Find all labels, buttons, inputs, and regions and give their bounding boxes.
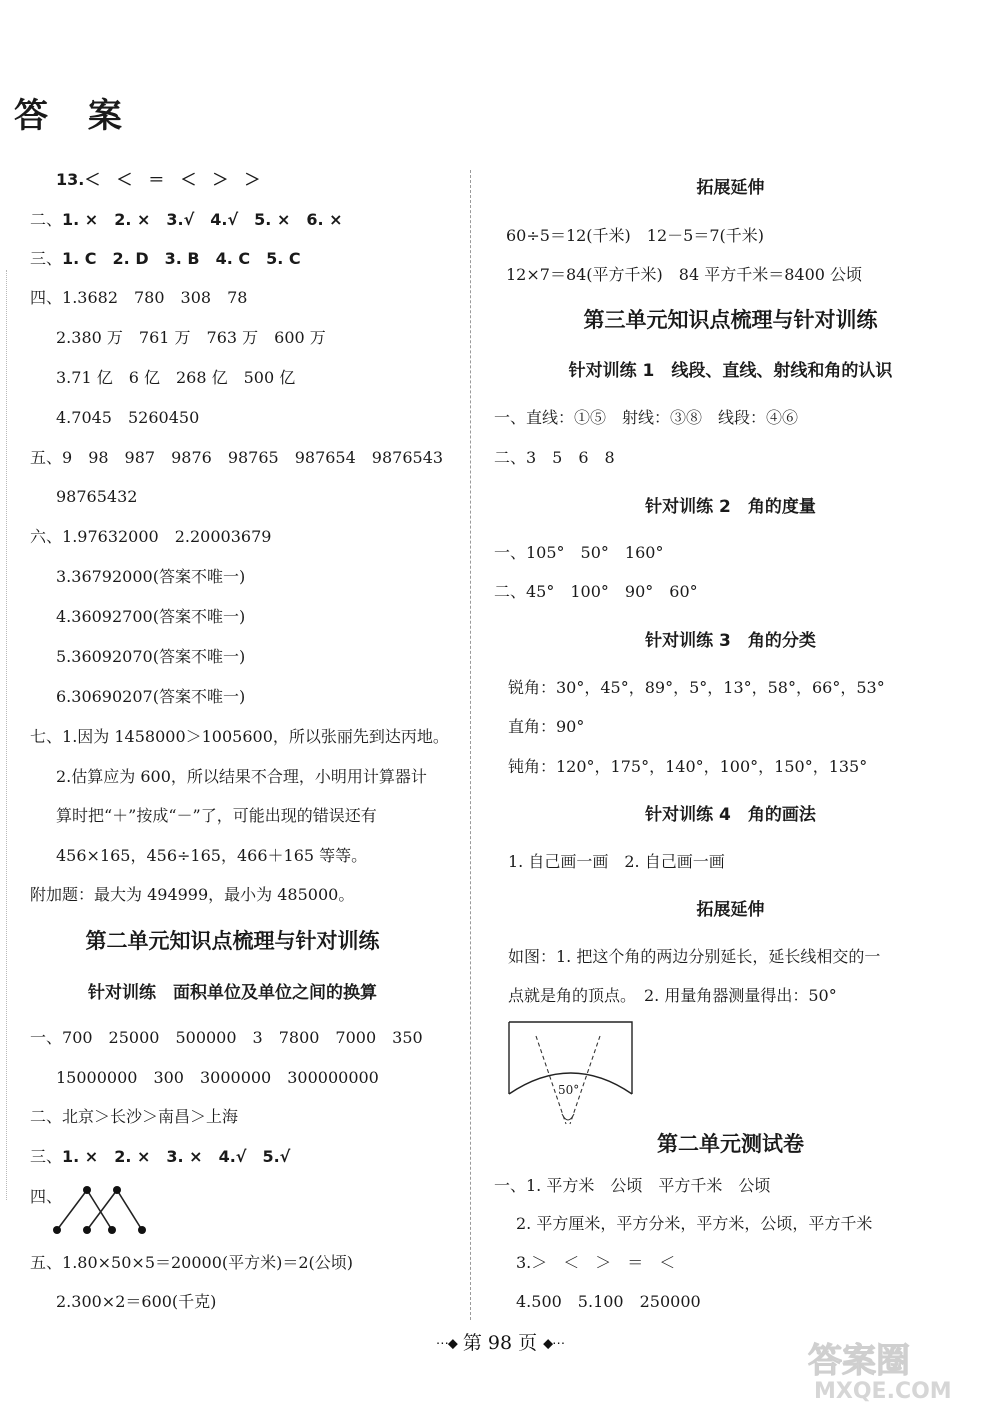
section-heading: 第三单元知识点梳理与针对训练: [583, 308, 878, 332]
answer-line: 一、1. 平方米 公顷 平方千米 公顷: [494, 1176, 771, 1195]
subsection-heading: 针对训练 4 角的画法: [645, 805, 816, 825]
subsection-heading: 针对训练 1 线段、直线、射线和角的认识: [568, 361, 893, 381]
answer-line: 4.500 5.100 250000: [516, 1292, 701, 1311]
watermark-text: 答案圈: [808, 1341, 910, 1381]
extended-angle-figure: [506, 1018, 636, 1142]
matching-lines-diagram: [42, 1184, 172, 1244]
subsection-heading: 针对训练 2 角的度量: [645, 497, 816, 517]
answer-line: 三、1. C 2. D 3. B 4. C 5. C: [30, 249, 301, 268]
answer-line: 五、1.80×50×5＝20000(平方米)＝2(公顷): [30, 1253, 354, 1272]
answer-line: 四、1.3682 780 308 78: [30, 288, 248, 307]
answer-line: 6.30690207(答案不唯一): [56, 687, 246, 706]
answer-line: 二、3 5 6 8: [494, 448, 615, 467]
subsection-heading: 针对训练 3 角的分类: [645, 631, 816, 651]
answer-line: 钝角：120°，175°，140°，100°，150°，135°: [508, 757, 868, 776]
answer-line: 七、1.因为 1458000＞1005600，所以张丽先到达丙地。: [30, 727, 449, 746]
answer-line: 3.＞ ＜ ＞ ＝ ＜: [516, 1253, 676, 1272]
answer-line: 3.36792000(答案不唯一): [56, 567, 246, 586]
subsection-heading: 针对训练 面积单位及单位之间的换算: [88, 983, 377, 1003]
answer-line: 二、1. × 2. × 3.√ 4.√ 5. × 6. ×: [30, 210, 343, 229]
subsection-heading: 拓展延伸: [696, 900, 765, 920]
watermark-logo: [800, 1334, 990, 1404]
binding-edge: [6, 270, 7, 1200]
answer-line: 98765432: [56, 487, 138, 506]
answer-line: 六、1.97632000 2.20003679: [30, 527, 272, 546]
answer-line: 锐角：30°，45°，89°，5°，13°，58°，66°，53°: [508, 678, 885, 697]
answer-line: 二、45° 100° 90° 60°: [494, 582, 698, 601]
answer-line: 一、105° 50° 160°: [494, 543, 664, 562]
answer-line: 15000000 300 3000000 300000000: [56, 1068, 379, 1087]
page-number: 第 98 页: [462, 1332, 538, 1354]
answer-line: 2.300×2＝600(千克): [56, 1292, 217, 1311]
answer-line: 1. 自己画一画 2. 自己画一画: [508, 852, 725, 871]
answer-line: 3.71 亿 6 亿 268 亿 500 亿: [56, 368, 296, 387]
answer-line: 13.＜ ＜ ＝ ＜ ＞ ＞: [56, 170, 261, 189]
answer-line: 五、9 98 987 9876 98765 987654 9876543: [30, 448, 444, 467]
answer-line: 附加题：最大为 494999，最小为 485000。: [30, 885, 355, 904]
answer-line: 一、700 25000 500000 3 7800 7000 350: [30, 1028, 423, 1047]
answer-line: 456×165，456÷165，466＋165 等等。: [56, 846, 368, 865]
subsection-heading: 拓展延伸: [696, 178, 765, 198]
answer-line: 5.36092070(答案不唯一): [56, 647, 246, 666]
footer-decoration-left: ⋯◆: [435, 1336, 457, 1352]
answer-line: 60÷5＝12(千米) 12－5＝7(千米): [506, 226, 764, 245]
column-divider: [470, 170, 471, 1320]
answer-line: 四、: [30, 1187, 63, 1206]
page-title: 答 案: [14, 96, 136, 136]
answer-line: 三、1. × 2. × 3. × 4.√ 5.√: [30, 1147, 291, 1166]
answer-line: 一、直线：①⑤ 射线：③⑧ 线段：④⑥: [494, 408, 799, 427]
footer-decoration-right: ◆⋯: [543, 1336, 565, 1352]
section-heading: 第二单元测试卷: [657, 1132, 804, 1156]
answer-line: 2. 平方厘米，平方分米，平方米，公顷，平方千米: [516, 1214, 873, 1233]
angle-label: 50°: [558, 1083, 580, 1097]
answer-line: 2.估算应为 600，所以结果不合理，小明用计算器计: [56, 767, 427, 786]
watermark-url: MXQE.COM: [814, 1379, 952, 1404]
answer-line: 如图：1. 把这个角的两边分别延长，延长线相交的一: [508, 947, 881, 966]
answer-line: 算时把“＋”按成“－”了，可能出现的错误还有: [56, 806, 377, 825]
section-heading: 第二单元知识点梳理与针对训练: [85, 929, 380, 953]
answer-line: 12×7＝84(平方千米) 84 平方千米＝8400 公顷: [506, 265, 863, 284]
answer-line: 点就是角的顶点。 2. 用量角器测量得出：50°: [508, 986, 837, 1005]
answer-line: 二、北京＞长沙＞南昌＞上海: [30, 1107, 239, 1126]
answer-line: 4.36092700(答案不唯一): [56, 607, 246, 626]
answer-line: 4.7045 5260450: [56, 408, 200, 427]
answer-line: 直角：90°: [508, 717, 585, 736]
answer-line: 2.380 万 761 万 763 万 600 万: [56, 328, 326, 347]
